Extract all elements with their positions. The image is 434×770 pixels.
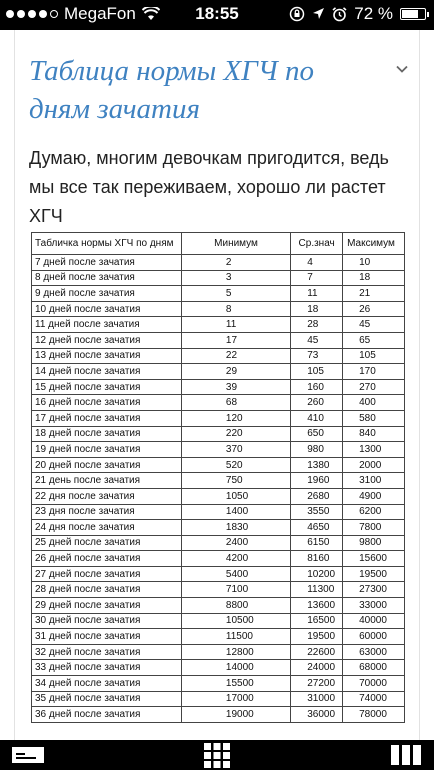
table-row	[32, 317, 405, 333]
table-row	[32, 691, 405, 707]
cell-min: 7100	[181, 582, 290, 598]
cell-avg: 11300	[291, 582, 343, 598]
cell-avg: 16500	[291, 613, 343, 629]
cell-min: 17000	[181, 691, 290, 707]
cell-avg: 27200	[291, 676, 343, 692]
table-row	[32, 301, 405, 317]
cell-period: 23 дня после зачатия	[32, 504, 182, 520]
cell-min: 22	[181, 348, 290, 364]
cell-period: 11 дней после зачатия	[32, 317, 182, 333]
table-row	[32, 582, 405, 598]
cell-period: 28 дней после зачатия	[32, 582, 182, 598]
cell-avg: 11	[291, 286, 343, 302]
cell-avg: 6150	[291, 535, 343, 551]
cell-avg: 410	[291, 410, 343, 426]
cell-avg: 8160	[291, 551, 343, 567]
cell-period: 19 дней после зачатия	[32, 442, 182, 458]
grid-icon[interactable]	[200, 740, 234, 770]
cell-min: 29	[181, 364, 290, 380]
table-row	[32, 286, 405, 302]
cell-min: 19000	[181, 707, 290, 723]
cell-period: 10 дней после зачатия	[32, 301, 182, 317]
cell-min: 1830	[181, 520, 290, 536]
hcg-table-image	[31, 232, 405, 723]
cell-period: 31 дней после зачатия	[32, 629, 182, 645]
cell-max: 74000	[343, 691, 405, 707]
cell-max: 15600	[343, 551, 405, 567]
cell-period: 18 дней после зачатия	[32, 426, 182, 442]
cell-max: 3100	[343, 473, 405, 489]
cell-min: 1400	[181, 504, 290, 520]
location-arrow-icon	[312, 7, 325, 21]
cell-min: 5	[181, 286, 290, 302]
cell-max: 580	[343, 410, 405, 426]
table-row	[32, 504, 405, 520]
menu-card-icon[interactable]	[10, 740, 46, 770]
cell-avg: 980	[291, 442, 343, 458]
cell-max: 2000	[343, 457, 405, 473]
cell-period: 36 дней после зачатия	[32, 707, 182, 723]
table-row	[32, 613, 405, 629]
cell-avg: 160	[291, 379, 343, 395]
table-row	[32, 660, 405, 676]
table-row	[32, 410, 405, 426]
table-row	[32, 332, 405, 348]
cell-period: 20 дней после зачатия	[32, 457, 182, 473]
table-row	[32, 442, 405, 458]
cell-max: 105	[343, 348, 405, 364]
table-row	[32, 270, 405, 286]
cell-max: 78000	[343, 707, 405, 723]
cell-avg: 22600	[291, 644, 343, 660]
cell-max: 63000	[343, 644, 405, 660]
cell-avg: 36000	[291, 707, 343, 723]
cell-max: 9800	[343, 535, 405, 551]
cell-avg: 45	[291, 332, 343, 348]
cell-avg: 28	[291, 317, 343, 333]
cell-period: 7 дней после зачатия	[32, 255, 182, 271]
cell-period: 24 дня после зачатия	[32, 520, 182, 536]
table-row	[32, 426, 405, 442]
cell-min: 8	[181, 301, 290, 317]
table-header-row	[32, 233, 405, 255]
cell-max: 68000	[343, 660, 405, 676]
cell-max: 1300	[343, 442, 405, 458]
header-period: Табличка нормы ХГЧ по дням	[32, 233, 182, 255]
cell-avg: 4	[291, 255, 343, 271]
status-right	[289, 4, 426, 24]
cell-period: 9 дней после зачатия	[32, 286, 182, 302]
cell-period: 25 дней после зачатия	[32, 535, 182, 551]
cell-min: 11	[181, 317, 290, 333]
cell-min: 220	[181, 426, 290, 442]
cell-min: 750	[181, 473, 290, 489]
chevron-down-icon[interactable]	[395, 62, 409, 76]
cell-min: 120	[181, 410, 290, 426]
cell-min: 1050	[181, 488, 290, 504]
cell-min: 370	[181, 442, 290, 458]
cell-max: 33000	[343, 598, 405, 614]
cell-max: 45	[343, 317, 405, 333]
cell-max: 270	[343, 379, 405, 395]
cell-max: 400	[343, 395, 405, 411]
table-row	[32, 707, 405, 723]
cell-period: 29 дней после зачатия	[32, 598, 182, 614]
clock: 18:55	[195, 4, 239, 23]
table-row	[32, 566, 405, 582]
table-row	[32, 348, 405, 364]
cell-avg: 19500	[291, 629, 343, 645]
cell-min: 8800	[181, 598, 290, 614]
table-row	[32, 598, 405, 614]
cell-max: 7800	[343, 520, 405, 536]
cell-avg: 2680	[291, 488, 343, 504]
article-intro: Думаю, многим девочкам пригодится, ведь мы все так переживаем, хорошо ли растет ХГЧ	[29, 148, 389, 226]
cell-avg: 7	[291, 270, 343, 286]
table-row	[32, 255, 405, 271]
cell-min: 17	[181, 332, 290, 348]
cell-max: 40000	[343, 613, 405, 629]
table-row	[32, 644, 405, 660]
table-row	[32, 473, 405, 489]
lock-rotation-icon	[289, 6, 305, 22]
cell-max: 27300	[343, 582, 405, 598]
cell-max: 840	[343, 426, 405, 442]
cell-avg: 1960	[291, 473, 343, 489]
header-max: Максимум	[343, 233, 405, 255]
cell-period: 14 дней после зачатия	[32, 364, 182, 380]
cell-period: 34 дней после зачатия	[32, 676, 182, 692]
battery-percent: 72 %	[354, 4, 393, 23]
cell-min: 39	[181, 379, 290, 395]
cell-period: 27 дней после зачатия	[32, 566, 182, 582]
table-row	[32, 676, 405, 692]
cell-period: 16 дней после зачатия	[32, 395, 182, 411]
cell-min: 68	[181, 395, 290, 411]
cell-period: 32 дней после зачатия	[32, 644, 182, 660]
table-row	[32, 520, 405, 536]
table-row	[32, 488, 405, 504]
cell-period: 15 дней после зачатия	[32, 379, 182, 395]
table-row	[32, 629, 405, 645]
columns-icon[interactable]	[388, 740, 424, 770]
cell-min: 520	[181, 457, 290, 473]
cell-avg: 10200	[291, 566, 343, 582]
cell-max: 19500	[343, 566, 405, 582]
cell-min: 5400	[181, 566, 290, 582]
cell-period: 30 дней после зачатия	[32, 613, 182, 629]
cell-min: 10500	[181, 613, 290, 629]
cell-min: 4200	[181, 551, 290, 567]
cell-period: 22 дня после зачатия	[32, 488, 182, 504]
cell-period: 21 день после зачатия	[32, 473, 182, 489]
cell-max: 4900	[343, 488, 405, 504]
cell-min: 12800	[181, 644, 290, 660]
table-row	[32, 551, 405, 567]
cell-min: 2	[181, 255, 290, 271]
cell-period: 12 дней после зачатия	[32, 332, 182, 348]
cell-max: 21	[343, 286, 405, 302]
cell-avg: 3550	[291, 504, 343, 520]
table-row	[32, 364, 405, 380]
cell-avg: 1380	[291, 457, 343, 473]
cell-avg: 31000	[291, 691, 343, 707]
table-row	[32, 379, 405, 395]
cell-max: 6200	[343, 504, 405, 520]
cell-max: 18	[343, 270, 405, 286]
battery-icon	[400, 8, 426, 20]
table-row	[32, 395, 405, 411]
cell-min: 2400	[181, 535, 290, 551]
header-min: Минимум	[181, 233, 290, 255]
cell-max: 10	[343, 255, 405, 271]
cell-period: 17 дней после зачатия	[32, 410, 182, 426]
hcg-table	[31, 232, 405, 723]
article-card	[14, 30, 420, 740]
cell-period: 13 дней после зачатия	[32, 348, 182, 364]
cell-max: 60000	[343, 629, 405, 645]
cell-period: 26 дней после зачатия	[32, 551, 182, 567]
cell-avg: 260	[291, 395, 343, 411]
bottom-toolbar	[0, 740, 434, 770]
cell-avg: 13600	[291, 598, 343, 614]
cell-avg: 24000	[291, 660, 343, 676]
cell-avg: 4650	[291, 520, 343, 536]
carrier-name: MegaFon	[64, 4, 136, 23]
cell-period: 35 дней после зачатия	[32, 691, 182, 707]
cell-period: 8 дней после зачатия	[32, 270, 182, 286]
cell-min: 15500	[181, 676, 290, 692]
cell-min: 14000	[181, 660, 290, 676]
table-row	[32, 535, 405, 551]
article-title: Таблица нормы ХГЧ по дням зачатия	[29, 55, 314, 125]
cell-avg: 73	[291, 348, 343, 364]
cell-avg: 105	[291, 364, 343, 380]
cell-avg: 18	[291, 301, 343, 317]
cell-min: 3	[181, 270, 290, 286]
cell-period: 33 дней после зачатия	[32, 660, 182, 676]
status-bar	[0, 0, 434, 30]
table-row	[32, 457, 405, 473]
cell-max: 170	[343, 364, 405, 380]
header-avg: Ср.знач	[291, 233, 343, 255]
cell-avg: 650	[291, 426, 343, 442]
cell-min: 11500	[181, 629, 290, 645]
cell-max: 70000	[343, 676, 405, 692]
cell-max: 26	[343, 301, 405, 317]
cell-max: 65	[343, 332, 405, 348]
alarm-icon	[332, 7, 347, 22]
